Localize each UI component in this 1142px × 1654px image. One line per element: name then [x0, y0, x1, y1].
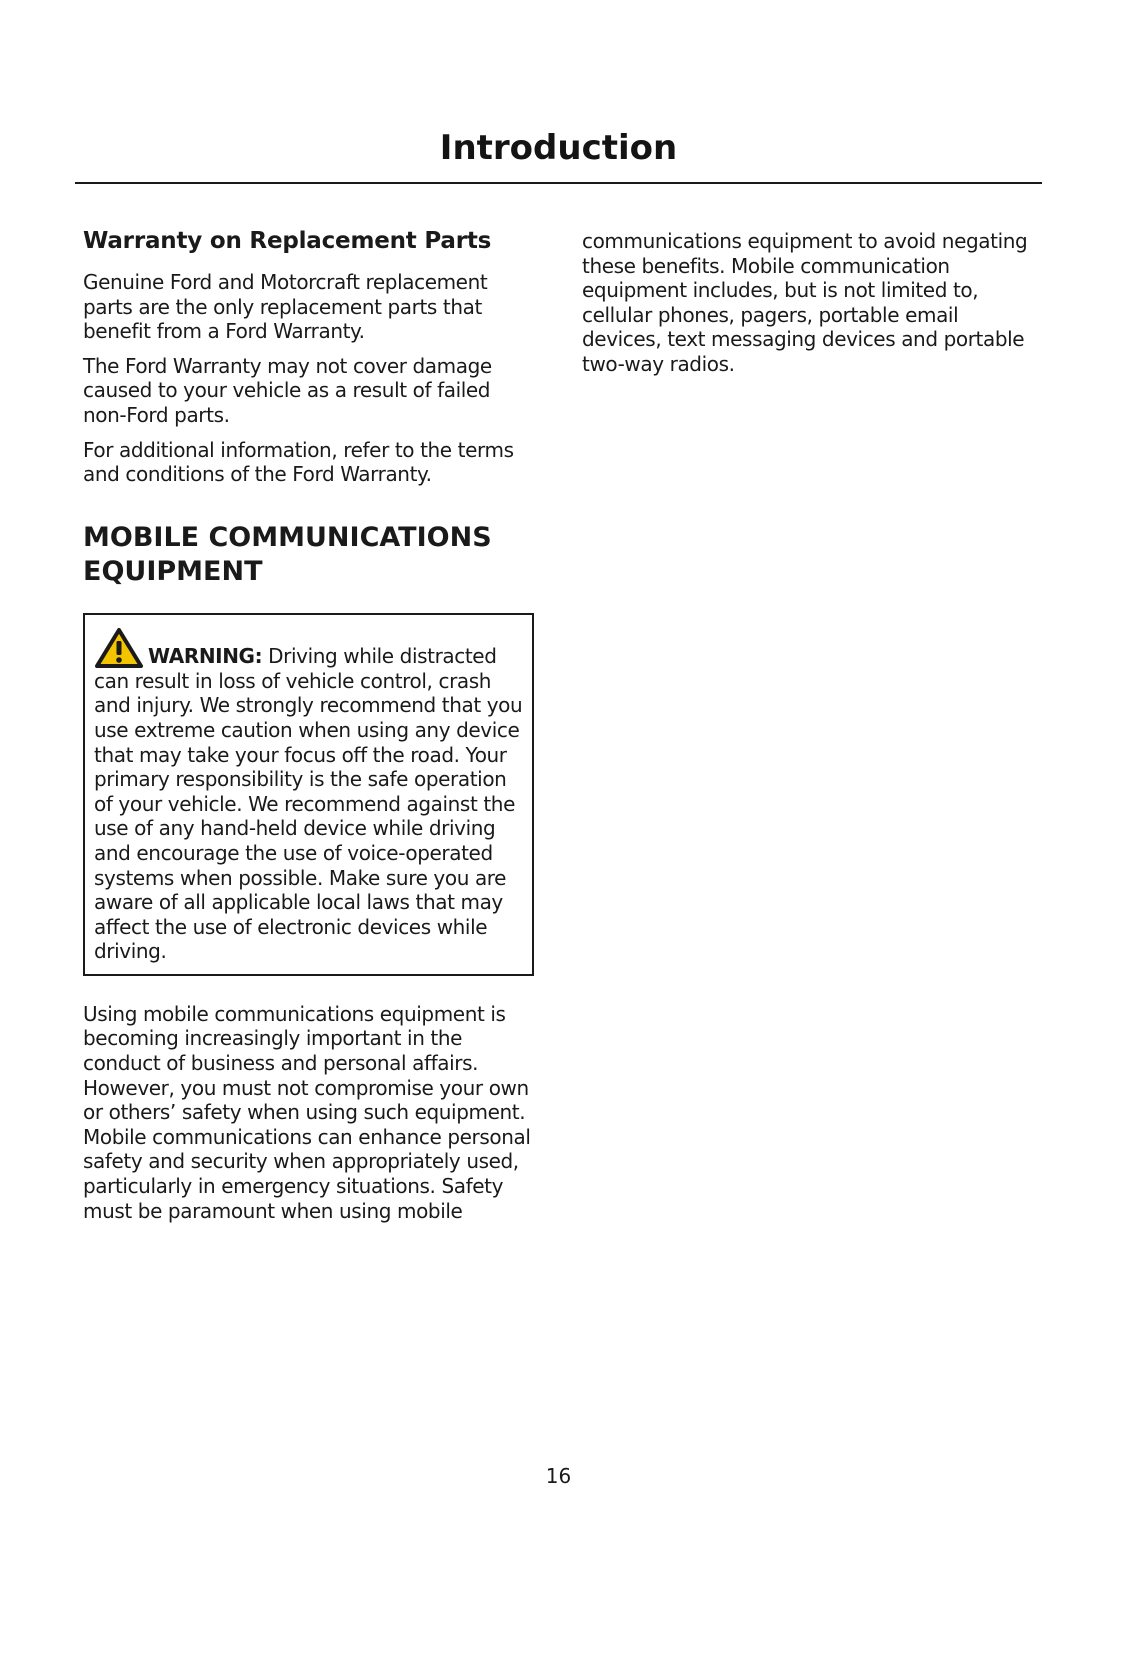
warning-text: Driving while distracted can result in loss of vehicle control, crash and injury. We strongly recommend that you use extreme caution when using any device that may take your focus off the road. Your primary responsibility is the safe operation of your vehicle. We recommend against the use of any hand-held device while driving and encourage the use of voice-operated systems when possible. Make sure you are aware of all applicable local laws that may affect the use of electronic devices while driving. [94, 643, 523, 964]
warranty-paragraph-2: The Ford Warranty may not cover damage caused to your vehicle as a result of failed non-Ford parts. [83, 353, 492, 427]
mobile-body-left: Using mobile communications equipment is becoming increasingly important in the conduct of business and personal affairs. However, you must not compromise your own or others’ safety when using such equipment. Mobile communications can enhance personal safety and security when appropriately used, particularly in emergency situations. Safety must be paramount when using mobile [83, 1001, 531, 1223]
left-column [83, 226, 538, 1233]
warranty-heading: Warranty on Replacement Parts [83, 228, 492, 254]
page-number: 16 [545, 1464, 572, 1488]
mobile-body-right: communications equipment to avoid negating these benefits. Mobile communication equipment includes, but is not limited to, cellular phones, pagers, portable email devices, text messaging devices and portable two-way radios. [582, 229, 1028, 376]
mobile-communications-heading: MOBILE COMMUNICATIONS EQUIPMENT [83, 521, 492, 587]
warranty-paragraph-1: Genuine Ford and Motorcraft replacement parts are the only replacement parts that benefit from a Ford Warranty. [83, 270, 488, 344]
warning-label: WARNING: [148, 643, 263, 668]
header-divider [75, 182, 1042, 184]
warning-triangle-icon [94, 627, 144, 669]
warning-box [83, 613, 534, 976]
warranty-paragraph-3: For additional information, refer to the terms and conditions of the Ford Warranty. [83, 437, 514, 487]
page-title: Introduction [439, 128, 678, 168]
right-column [582, 229, 1042, 387]
